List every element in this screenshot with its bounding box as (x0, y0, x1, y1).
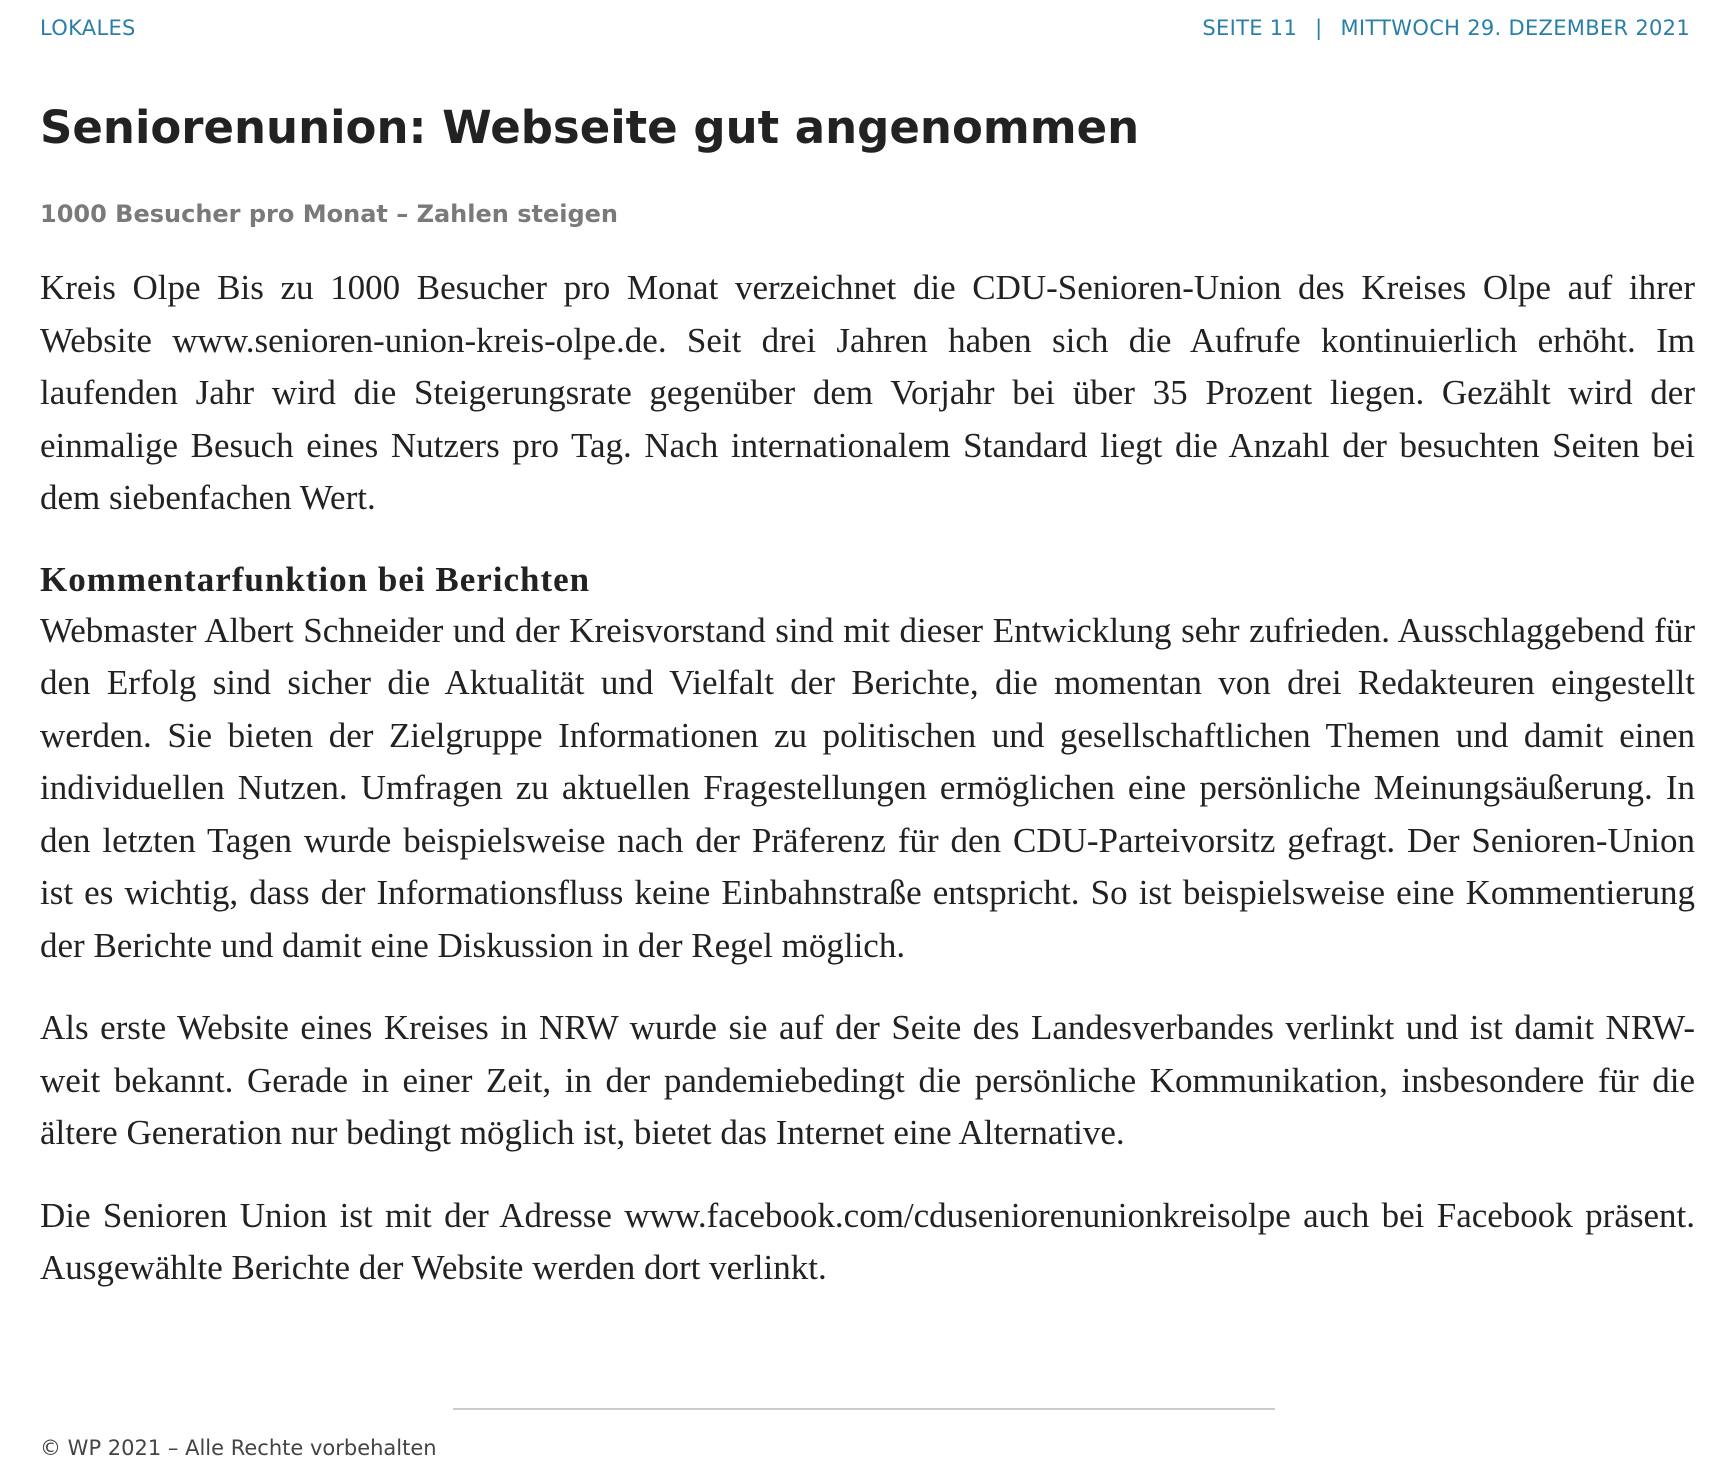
article-headline: Seniorenunion: Webseite gut angenommen (40, 101, 1140, 154)
page-meta (1202, 16, 1690, 40)
footer-divider (453, 1408, 1275, 1410)
page-header (40, 16, 1690, 46)
article-paragraph: Webmaster Albert Schneider und der Kreisvorstand sind mit dieser Entwicklung sehr zufrieden. Ausschlaggebend für den Erfolg sind sicher die Aktualität und Vielfalt der Berichte, die momentan von drei Redakteuren eingestellt werden. Sie bieten der Zielgruppe Informationen zu politischen und gesellschaftlichen Themen und damit einen individuellen Nutzen. Umfragen zu aktuellen Fragestellungen ermöglichen eine persönliche Meinungsäußerung. In den letzten Tagen wurde beispielsweise nach der Präferenz für den CDU-Parteivorsitz gefragt. Der Senioren-Union ist es wichtig, dass der Informationsfluss keine Einbahnstraße entspricht. So ist beispielsweise eine Kommentierung der Berichte und damit eine Diskussion in der Regel möglich. (40, 610, 1695, 965)
article-paragraph: Kreis Olpe Bis zu 1000 Besucher pro Monat verzeichnet die CDU-Senioren-Union des Kreises Olpe auf ihrer Website www.senioren-union-kreis-olpe.de. Seit drei Jahren haben sich die Aufrufe kontinuierlich erhöht. Im laufenden Jahr wird die Steigerungsrate gegenüber dem Vorjahr bei über 35 Prozent liegen. Gezählt wird der einmalige Besuch eines Nutzers pro Tag. Nach internationalem Standard liegt die Anzahl der besuchten Seiten bei dem siebenfachen Wert. (40, 268, 1695, 517)
article-paragraph: Als erste Website eines Kreises in NRW wurde sie auf der Seite des Landesverbandes verlinkt und ist damit NRW-weit bekannt. Gerade in einer Zeit, in der pandemiebedingt die persönliche Kommunikation, insbesondere für die ältere Generation nur bedingt möglich ist, bietet das Internet eine Alternative. (40, 1008, 1695, 1152)
page-number: SEITE 11 (1202, 16, 1298, 40)
copyright-notice: © WP 2021 – Alle Rechte vorbehalten (40, 1436, 437, 1460)
article-paragraph: Die Senioren Union ist mit der Adresse www.facebook.com/cduseniorenunionkreisolpe auch bei Facebook präsent. Ausgewählte Berichte der Website werden dort verlinkt. (40, 1195, 1695, 1287)
article-body (40, 262, 1695, 1325)
article-subheadline: 1000 Besucher pro Monat – Zahlen steigen (40, 200, 619, 228)
article-crosshead: Kommentarfunktion bei Berichten (40, 559, 591, 599)
publication-date: MITTWOCH 29. DEZEMBER 2021 (1340, 16, 1690, 40)
section-label: LOKALES (40, 16, 136, 40)
header-separator: | (1315, 16, 1323, 40)
